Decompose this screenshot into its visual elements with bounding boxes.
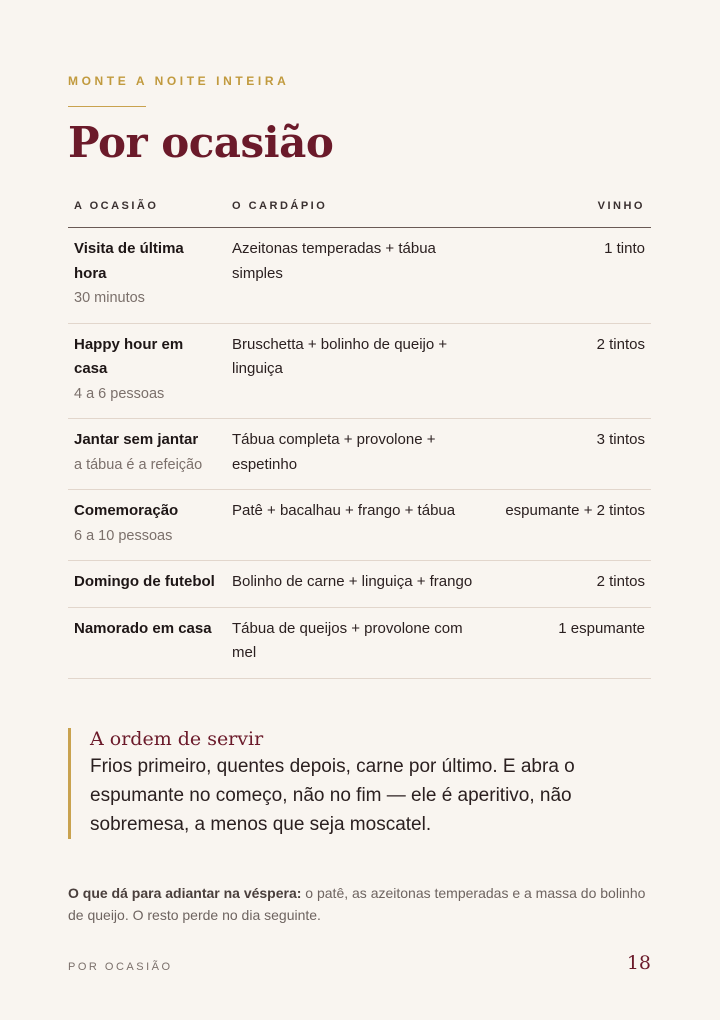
table-row [68, 561, 651, 608]
table-row [68, 323, 651, 419]
page-title: Por ocasião [68, 118, 334, 167]
occasion-detail: 30 minutos [74, 290, 145, 306]
page-number: 18 [626, 952, 651, 974]
occasion-cell [68, 607, 226, 678]
page [68, 0, 651, 1020]
table-row [68, 490, 651, 561]
column-header-menu: O CARDÁPIO [226, 188, 486, 228]
menu-cell: Tábua completa + provolone + espetinho [226, 419, 486, 490]
occasion-cell [68, 490, 226, 561]
occasion-cell [68, 419, 226, 490]
wine-cell: 2 tintos [486, 561, 651, 608]
table-header-row [68, 188, 651, 228]
occasion-name: Domingo de futebol [74, 573, 215, 590]
table-row [68, 607, 651, 678]
section-eyebrow: MONTE A NOITE INTEIRA [68, 74, 290, 88]
column-header-occasion: A OCASIÃO [68, 188, 226, 228]
menu-cell: Tábua de queijos + provolone com mel [226, 607, 486, 678]
occasion-detail: 6 a 10 pessoas [74, 527, 173, 544]
occasion-table [68, 188, 651, 679]
occasion-cell [68, 323, 226, 419]
decorative-rule [68, 106, 146, 107]
menu-cell: Patê + bacalhau + frango + tábua [226, 490, 486, 561]
callout-title: A ordem de servir [90, 728, 264, 750]
occasion-name: Comemoração [74, 502, 179, 519]
occasion-name: Visita de última hora [74, 240, 184, 282]
occasion-name: Happy hour em casa [74, 335, 184, 377]
wine-cell: 3 tintos [486, 419, 651, 490]
occasion-detail: a tábua é a refeição [74, 456, 203, 473]
occasion-cell [68, 228, 226, 324]
menu-cell: Azeitonas temperadas + tábua simples [226, 228, 486, 324]
occasion-name: Namorado em casa [74, 619, 212, 637]
wine-cell: 1 tinto [486, 228, 651, 324]
menu-cell: Bruschetta + bolinho de queijo + linguiça [226, 323, 486, 419]
footer-section-label: POR OCASIÃO [68, 961, 173, 973]
note-lead: O que dá para adiantar na véspera: [68, 885, 302, 901]
prep-note [68, 882, 651, 926]
wine-cell: 1 espumante [486, 607, 651, 678]
menu-cell: Bolinho de carne + linguiça + frango [226, 561, 486, 608]
occasion-detail: 4 a 6 pessoas [74, 385, 165, 402]
table-row [68, 419, 651, 490]
note-text: o patê, as azeitonas temperadas e a massa do bolinho de queijo. O resto perde no dia seguinte. [68, 885, 646, 923]
table-row [68, 228, 651, 324]
occasion-name: Jantar sem jantar [74, 431, 199, 448]
callout-body: Frios primeiro, quentes depois, carne por último. E abra o espumante no começo, não no fim — ele é aperitivo, não sobremesa, a menos que seja moscatel. [90, 756, 575, 835]
column-header-wine: VINHO [486, 188, 651, 228]
serving-order-callout [68, 728, 630, 839]
wine-cell: 2 tintos [486, 323, 651, 419]
wine-cell: espumante + 2 tintos [486, 490, 651, 561]
occasion-cell [68, 561, 226, 608]
